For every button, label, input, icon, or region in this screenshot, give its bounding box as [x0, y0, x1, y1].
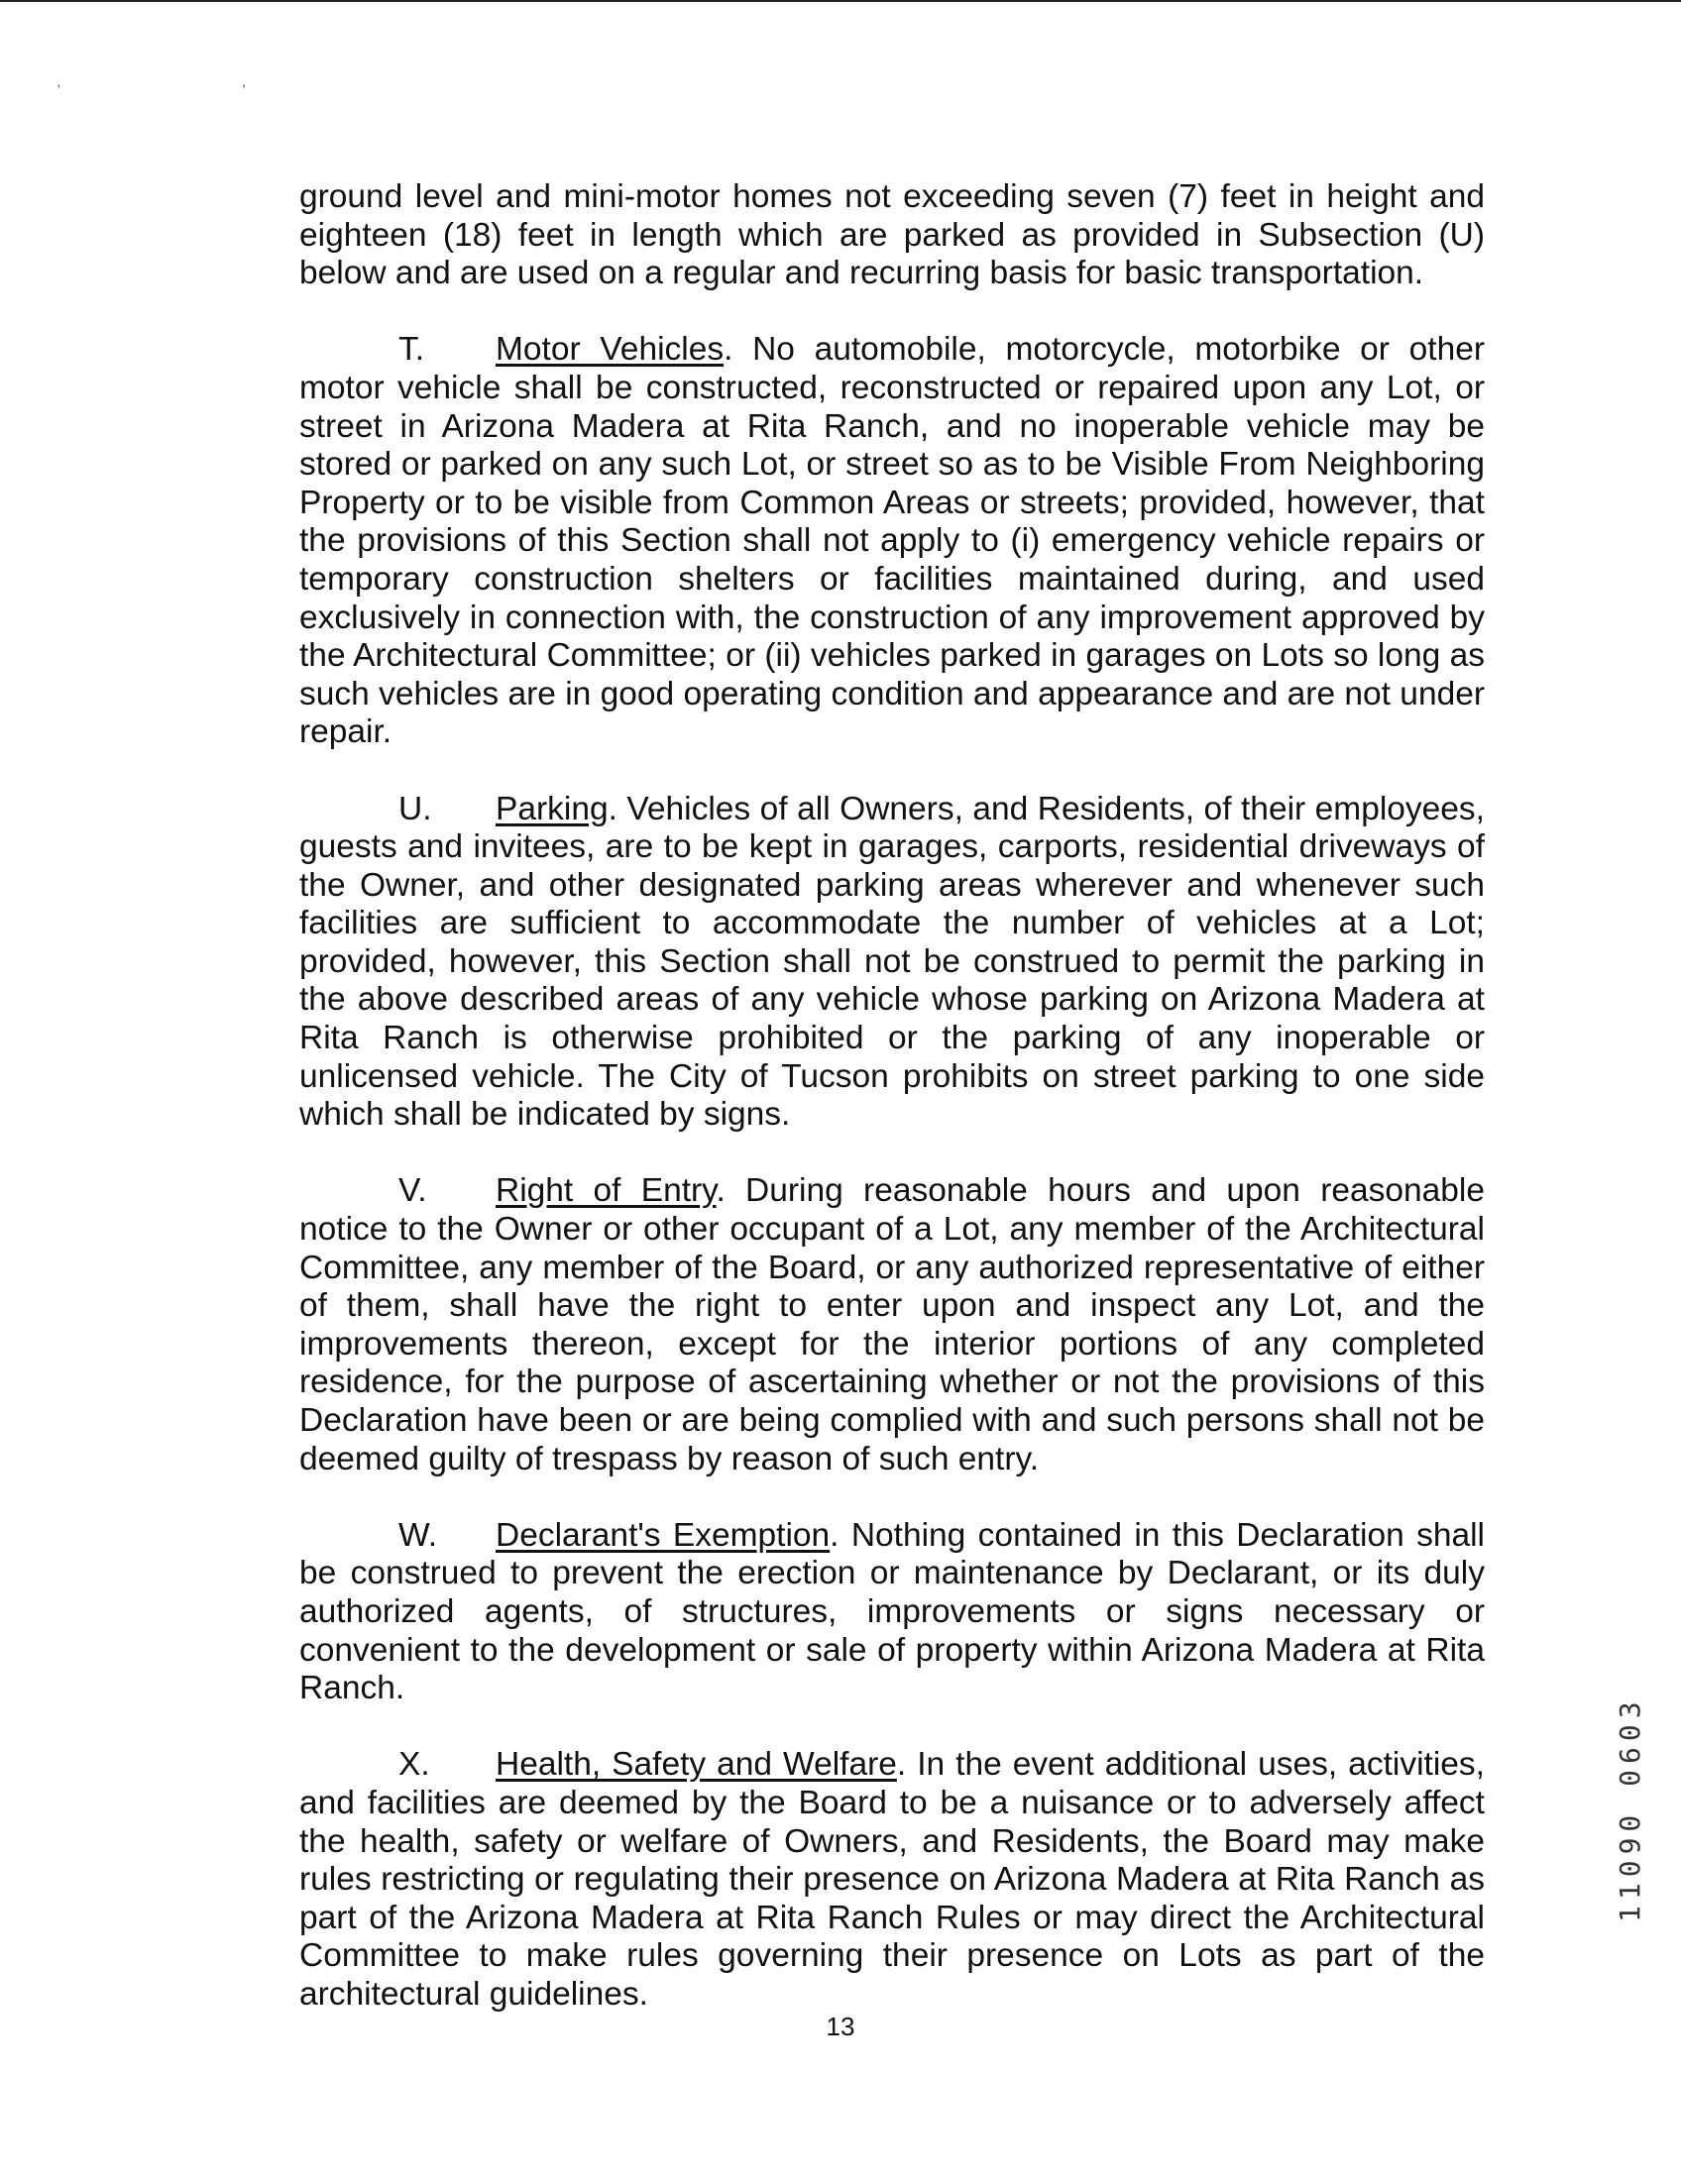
- section-title: Motor Vehicles: [496, 331, 725, 369]
- section-title: Declarant's Exemption: [496, 1516, 831, 1554]
- section-t-paragraph: [299, 331, 1485, 752]
- section-letter: X.: [398, 1746, 430, 1784]
- section-title: Parking: [496, 790, 609, 827]
- section-title: Health, Safety and Welfare: [496, 1746, 897, 1784]
- recording-stamp-text: 11090 0603: [1614, 1695, 1646, 1922]
- scan-marks: ' ': [57, 81, 335, 97]
- section-text: . During reasonable hours and upon reasonable notice to the Owner or other occupant of a Lot, any member of the Architectural Committee, any member of the Board, or any authorized representative of either of them, shall have the right to enter upon and inspect any Lot, and the improvements thereon, except for the interior portions of any completed residence, for the purpose of ascertaining whether or not the provisions of this Declaration have been or are being complied with and such persons shall not be deemed guilty of trespass by reason of such entry.: [299, 1172, 1485, 1477]
- section-text: . No automobile, motorcycle, motorbike or other motor vehicle shall be constructed, reconstructed or repaired upon any Lot, or street in Arizona Madera at Rita Ranch, and no inoperable vehicle may be stored or parked on any such Lot, or street so as to be Visible From Neighboring Property or to be visible from Common Areas or streets; provided, however, that the provisions of this Section shall not apply to (i) emergency vehicle repairs or temporary construction shelters or facilities maintained during, and used exclusively in connection with, the construction of any improvement approved by the Architectural Committee; or (ii) vehicles parked in garages on Lots so long as such vehicles are in good operating condition and appearance and are not under repair.: [299, 331, 1485, 751]
- section-text: . In the event additional uses, activities, and facilities are deemed by the Board to be a nuisance or to adversely affect the health, safety or welfare of Owners, and Residents, the Board may make rules restricting or regulating their presence on Arizona Madera at Rita Ranch as part of the Arizona Madera at Rita Ranch Rules or may direct the Architectural Committee to make rules governing their presence on Lots as part of the architectural guidelines.: [299, 1746, 1485, 2013]
- section-x-paragraph: [299, 1746, 1485, 2014]
- section-letter: T.: [398, 331, 425, 369]
- section-letter: U.: [398, 790, 432, 827]
- section-title: Right of Entry: [496, 1172, 717, 1210]
- intro-paragraph: ground level and mini-motor homes not exceeding seven (7) feet in height and eighteen (18) feet in length which are parked as provided in Subsection (U) below and are used on a regular and recurring basis for basic transportation.: [299, 178, 1485, 292]
- section-u-paragraph: [299, 791, 1485, 1135]
- document-body: [299, 178, 1485, 2052]
- section-w-paragraph: [299, 1517, 1485, 1708]
- section-letter: W.: [398, 1516, 438, 1554]
- section-letter: V.: [398, 1172, 427, 1210]
- section-v-paragraph: [299, 1172, 1485, 1478]
- section-text: . Nothing contained in this Declaration shall be construed to prevent the erection or maintenance by Declarant, or its duly authorized agents, of structures, improvements or signs necessary or convenient to the development or sale of property within Arizona Madera at Rita Ranch.: [299, 1516, 1485, 1707]
- page-number: 13: [826, 2012, 855, 2041]
- section-text: . Vehicles of all Owners, and Residents, of their employees, guests and invitees, are to be kept in garages, carports, residential driveways of the Owner, and other designated parking areas wherever and whenever such facilities are sufficient to accommodate the number of vehicles at a Lot; provided, however, this Section shall not be construed to permit the parking in the above described areas of any vehicle whose parking on Arizona Madera at Rita Ranch is otherwise prohibited or the parking of any inoperable or unlicensed vehicle. The City of Tucson prohibits on street parking to one side which shall be indicated by signs.: [299, 790, 1485, 1134]
- recording-stamp: [1606, 1566, 1645, 1922]
